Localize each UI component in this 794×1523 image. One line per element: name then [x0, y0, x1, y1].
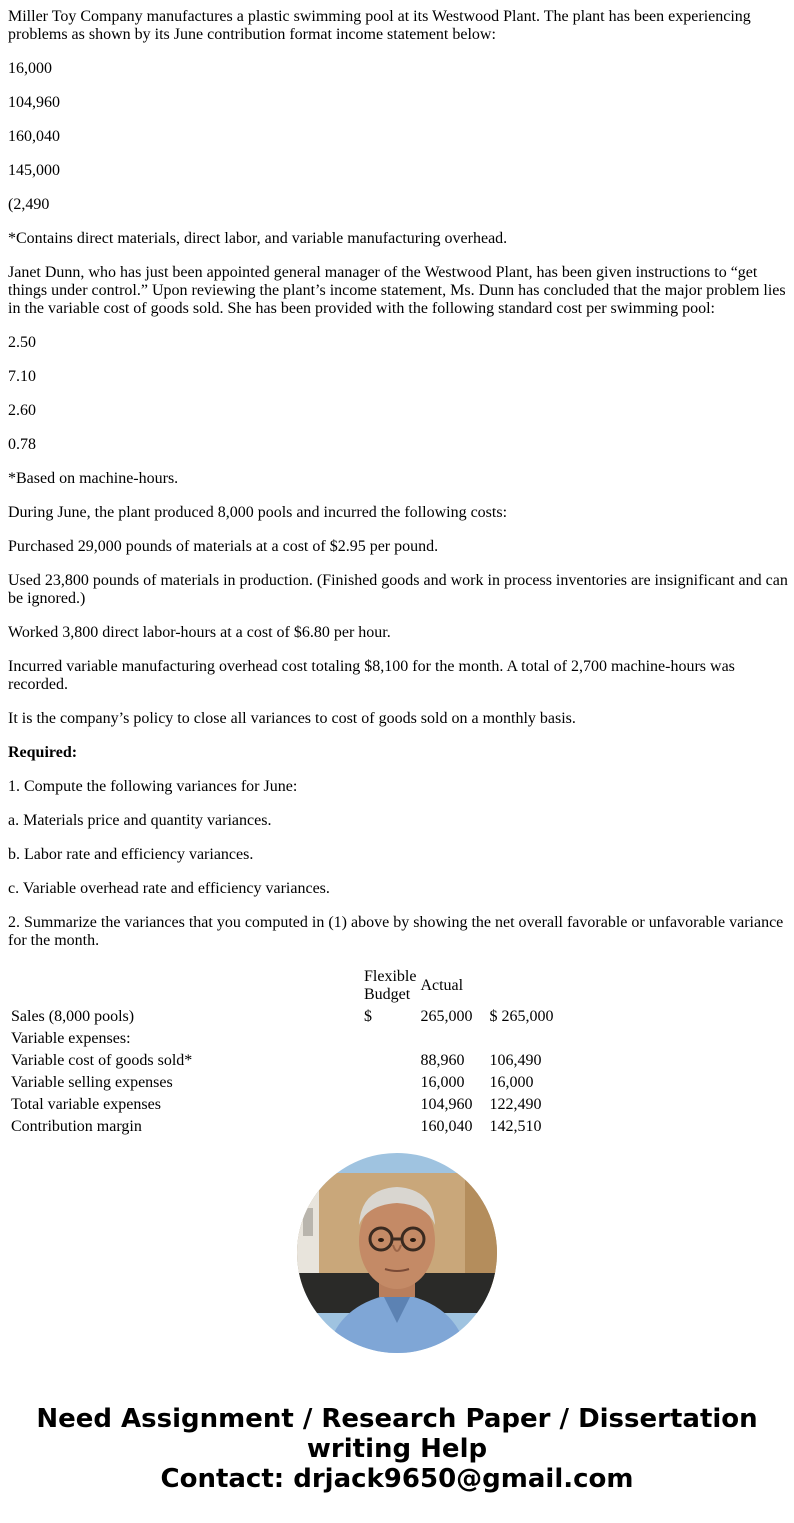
row-label: Total variable expenses	[11, 1096, 161, 1113]
standard-footnote: *Based on machine-hours.	[8, 470, 179, 487]
document-body	[8, 8, 788, 1139]
table-row	[10, 1007, 556, 1027]
tutor-avatar	[297, 1153, 497, 1353]
promo-contact: Contact: drjack9650@gmail.com	[160, 1464, 634, 1494]
requirement-1c: c. Variable overhead rate and efficiency variances.	[8, 880, 330, 897]
row-actual: 160,040	[420, 1118, 473, 1135]
standard-cost-value: 7.10	[8, 368, 36, 385]
row-flex	[363, 1095, 417, 1115]
income-figure: 145,000	[8, 162, 60, 179]
standard-cost-value: 0.78	[8, 436, 36, 453]
row-flex	[363, 1051, 417, 1071]
requirement-1a: a. Materials price and quantity variances.	[8, 812, 272, 829]
intro-paragraph: Miller Toy Company manufactures a plastic swimming pool at its Westwood Plant. The plant has been experiencing problems as shown by its June contribution format income statement below:	[8, 8, 751, 43]
header-flexible-budget	[363, 967, 417, 1005]
june-cost-item: Incurred variable manufacturing overhead cost totaling $8,100 for the month. A total of 2,700 machine-hours was recorded.	[8, 658, 735, 693]
policy-paragraph: It is the company’s policy to close all variances to cost of goods sold on a monthly basis.	[8, 710, 576, 727]
row-flex	[363, 1073, 417, 1093]
avatar-portrait-image	[297, 1153, 497, 1353]
income-footnote: *Contains direct materials, direct labor, and variable manufacturing overhead.	[8, 230, 508, 247]
income-figure: 104,960	[8, 94, 60, 111]
row-actual-2: $ 265,000	[489, 1008, 554, 1025]
row-flex	[363, 1117, 417, 1137]
promo-line-2: writing Help	[306, 1434, 488, 1464]
income-figure: 16,000	[8, 60, 52, 77]
promo-line-1: Need Assignment / Research Paper / Dissertation	[36, 1404, 758, 1434]
header-actual: Actual	[420, 977, 464, 994]
table-row	[10, 1073, 556, 1093]
row-label: Sales (8,000 pools)	[11, 1008, 135, 1025]
row-actual-2: 106,490	[489, 1052, 542, 1069]
row-flex: $	[364, 1008, 372, 1025]
dunn-paragraph: Janet Dunn, who has just been appointed general manager of the Westwood Plant, has been given instructions to “get things under control.” Upon reviewing the plant’s income statement, Ms. Dunn has concluded that the major problem lies in the variable cost of goods sold. She has been provided with the following standard cost per swimming pool:	[8, 264, 786, 317]
requirement-2: 2. Summarize the variances that you computed in (1) above by showing the net overall favorable or unfavorable variance for the month.	[8, 914, 784, 949]
promo-banner	[0, 1404, 794, 1494]
table-row	[10, 1029, 556, 1049]
standard-cost-value: 2.60	[8, 402, 36, 419]
row-actual-2: 142,510	[489, 1118, 542, 1135]
june-cost-item: Used 23,800 pounds of materials in production. (Finished goods and work in process inventories are insignificant and can be ignored.)	[8, 572, 788, 607]
row-actual: 265,000	[420, 1008, 473, 1025]
header-flexible-line1: Flexible	[364, 968, 417, 985]
june-cost-item: Purchased 29,000 pounds of materials at a cost of $2.95 per pound.	[8, 538, 439, 555]
june-intro: During June, the plant produced 8,000 pools and incurred the following costs:	[8, 504, 508, 521]
row-actual-2: 122,490	[489, 1096, 542, 1113]
row-actual: 104,960	[420, 1096, 473, 1113]
income-statement-table	[8, 965, 558, 1139]
table-row	[10, 1117, 556, 1137]
requirement-1b: b. Labor rate and efficiency variances.	[8, 846, 254, 863]
requirement-1: 1. Compute the following variances for June:	[8, 778, 298, 795]
required-heading: Required:	[8, 744, 78, 761]
row-actual-2: 16,000	[489, 1074, 534, 1091]
standard-cost-value: 2.50	[8, 334, 36, 351]
row-label: Variable cost of goods sold*	[11, 1052, 193, 1069]
row-label: Contribution margin	[11, 1118, 142, 1135]
row-actual	[419, 1029, 486, 1049]
table-row	[10, 1095, 556, 1115]
row-actual: 16,000	[420, 1074, 465, 1091]
row-actual: 88,960	[420, 1052, 465, 1069]
row-label: Variable expenses:	[11, 1030, 131, 1047]
header-blank	[10, 967, 361, 1005]
row-label: Variable selling expenses	[11, 1074, 173, 1091]
row-actual-2	[488, 1029, 556, 1049]
table-row	[10, 1051, 556, 1071]
header-flexible-line2: Budget	[364, 986, 411, 1003]
income-figure: (2,490	[8, 196, 50, 213]
row-flex	[363, 1029, 417, 1049]
header-blank-2	[488, 967, 556, 1005]
income-figure: 160,040	[8, 128, 60, 145]
table-header-row	[10, 967, 556, 1005]
june-cost-item: Worked 3,800 direct labor-hours at a cost of $6.80 per hour.	[8, 624, 391, 641]
